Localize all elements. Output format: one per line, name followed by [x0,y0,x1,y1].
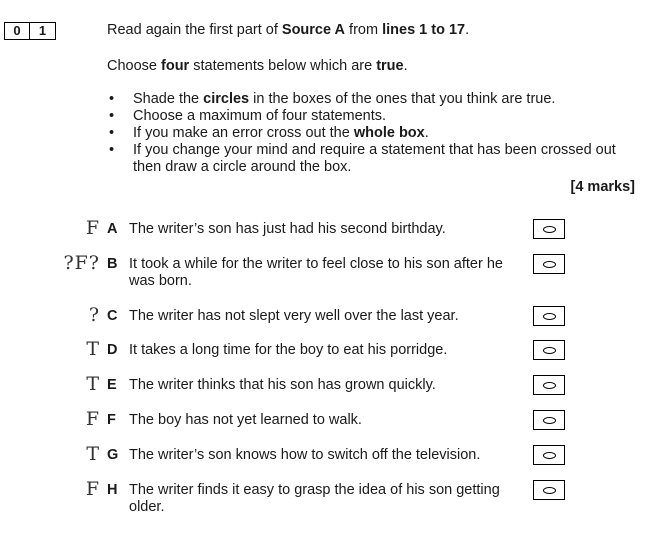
statement-text: The writer thinks that his son has grown quickly. [129,377,436,393]
instruction-bold: Source A [281,22,346,38]
bullet-item: • If you change your mind and require a statement that has been crossed out then draw a circle around the box. [107,142,637,176]
handwritten-annotation: T [86,338,100,360]
statement-text: The boy has not yet learned to walk. [129,412,362,428]
instruction-read-source [107,22,469,38]
statement-text: The writer has not slept very well over the last year. [129,308,459,324]
instruction-text: Read again the first part of [107,22,282,38]
answer-circle[interactable] [543,382,556,389]
instruction-text: . [465,22,470,38]
statement-text: It took a while for the writer to feel close to his son after he was born. [129,256,503,289]
answer-circle[interactable] [543,226,556,233]
statement-letter: G [107,447,119,463]
question-number-digit: 0 [4,22,30,40]
instruction-text: . [403,58,408,74]
answer-circle[interactable] [543,417,556,424]
statement-letter: E [107,377,117,393]
statement-text: The writer’s son knows how to switch off the television. [129,447,481,463]
instruction-bullets [107,91,637,176]
answer-box[interactable] [533,410,565,430]
statement-letter: F [107,412,116,428]
statement-letter: D [107,342,118,358]
marks-label: [4 marks] [570,179,635,195]
answer-box[interactable] [533,480,565,500]
question-number-digit: 1 [30,22,56,40]
instruction-text: from [345,22,383,38]
instruction-bold: lines 1 to 17 [382,22,466,38]
bullet-item: • If you make an error cross out the whole box. [107,125,637,142]
instruction-choose-four [107,58,408,74]
question-number [4,22,56,40]
bullet-item: • Shade the circles in the boxes of the ones that you think are true. [107,91,637,108]
handwritten-annotation: ?F? [63,252,100,274]
statement-letter: A [107,221,118,237]
statement-text: The writer’s son has just had his second birthday. [129,221,446,237]
instruction-bold: four [161,58,190,74]
handwritten-annotation: ? [88,304,100,326]
answer-box[interactable] [533,375,565,395]
answer-circle[interactable] [543,487,556,494]
handwritten-annotation: F [85,478,100,500]
handwritten-annotation: F [85,217,100,239]
instruction-text: statements below which are [189,58,377,74]
answer-circle[interactable] [543,347,556,354]
answer-box[interactable] [533,340,565,360]
answer-circle[interactable] [543,313,556,320]
statement-letter: B [107,256,118,272]
statement-letter: H [107,482,118,498]
handwritten-annotation: F [85,408,100,430]
instruction-bold: true [376,58,404,74]
instruction-text: Choose [107,58,162,74]
answer-circle[interactable] [543,452,556,459]
handwritten-annotation: T [86,443,100,465]
answer-circle[interactable] [543,261,556,268]
answer-box[interactable] [533,445,565,465]
answer-box[interactable] [533,219,565,239]
answer-box[interactable] [533,254,565,274]
statement-text: It takes a long time for the boy to eat his porridge. [129,342,448,358]
handwritten-annotation: T [86,373,100,395]
statement-text: The writer finds it easy to grasp the idea of his son getting older. [129,482,500,515]
answer-box[interactable] [533,306,565,326]
bullet-item: • Choose a maximum of four statements. [107,108,637,125]
statement-letter: C [107,308,118,324]
